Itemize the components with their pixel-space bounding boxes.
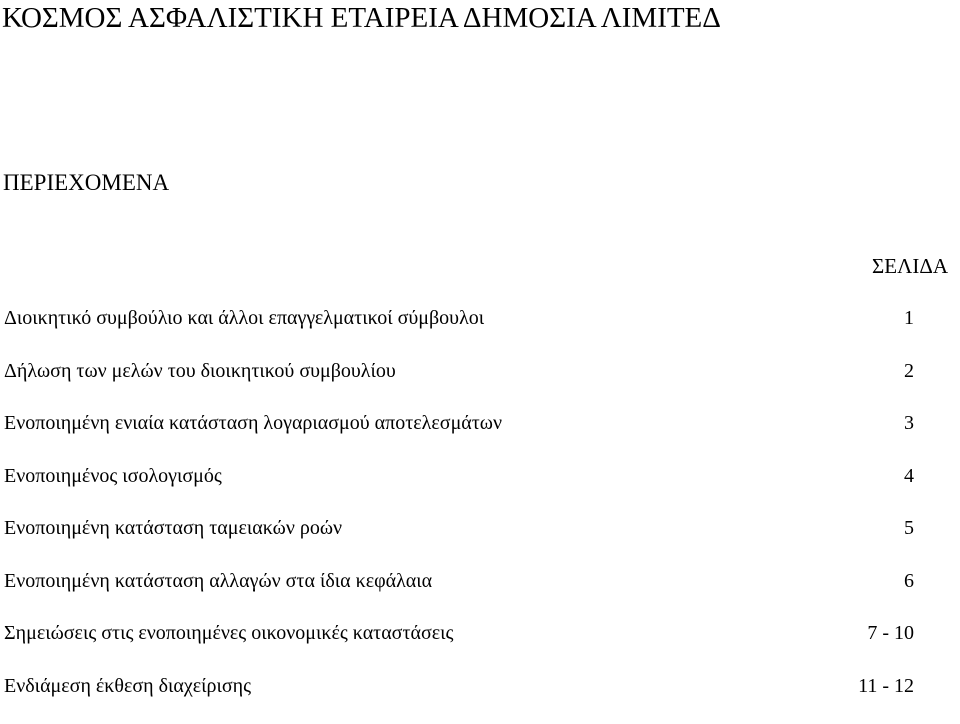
toc-entry-label: Ενοποιημένη κατάσταση ταμειακών ροών [4,514,342,542]
contents-heading: ΠΕΡΙΕΧΟΜΕΝΑ [3,168,169,198]
page-column-heading: ΣΕΛΙΔΑ [872,252,948,280]
toc-entry-page: 4 [904,462,914,490]
company-title: ΚΟΣΜΟΣ ΑΣΦΑΛΙΣΤΙΚΗ ΕΤΑΙΡΕΙΑ ΔΗΜΟΣΙΑ ΛΙΜΙΤΕΔ [2,0,721,36]
toc-entry-notes [4,619,914,672]
toc-entry-page: 5 [904,514,914,542]
toc-entry-page: 7 - 10 [867,619,914,647]
toc-entry-label: Ενδιάμεση έκθεση διαχείρισης [4,672,251,700]
toc-entry-label: Ενοποιημένος ισολογισμός [4,462,222,490]
toc-entry-cash-flows [4,514,914,567]
toc-entry-page: 11 - 12 [858,672,914,700]
toc-entry-label: Διοικητικό συμβούλιο και άλλοι επαγγελματικοί σύμβουλοι [4,304,484,332]
toc-entry-balance-sheet [4,462,914,515]
toc-entry-page: 1 [904,304,914,332]
toc-entry-board-and-advisors [4,304,914,357]
toc-entry-label: Σημειώσεις στις ενοποιημένες οικονομικές καταστάσεις [4,619,453,647]
toc-entry-page: 2 [904,357,914,385]
toc-entry-interim-management-report [4,672,914,724]
toc-entry-income-statement [4,409,914,462]
toc-entry-page: 6 [904,567,914,595]
table-of-contents [4,304,914,724]
toc-entry-label: Δήλωση των μελών του διοικητικού συμβουλίου [4,357,396,385]
toc-entry-label: Ενοποιημένη ενιαία κατάσταση λογαριασμού αποτελεσμάτων [4,409,502,437]
toc-entry-page: 3 [904,409,914,437]
toc-entry-directors-statement [4,357,914,410]
toc-entry-label: Ενοποιημένη κατάσταση αλλαγών στα ίδια κεφάλαια [4,567,432,595]
toc-entry-changes-in-equity [4,567,914,620]
